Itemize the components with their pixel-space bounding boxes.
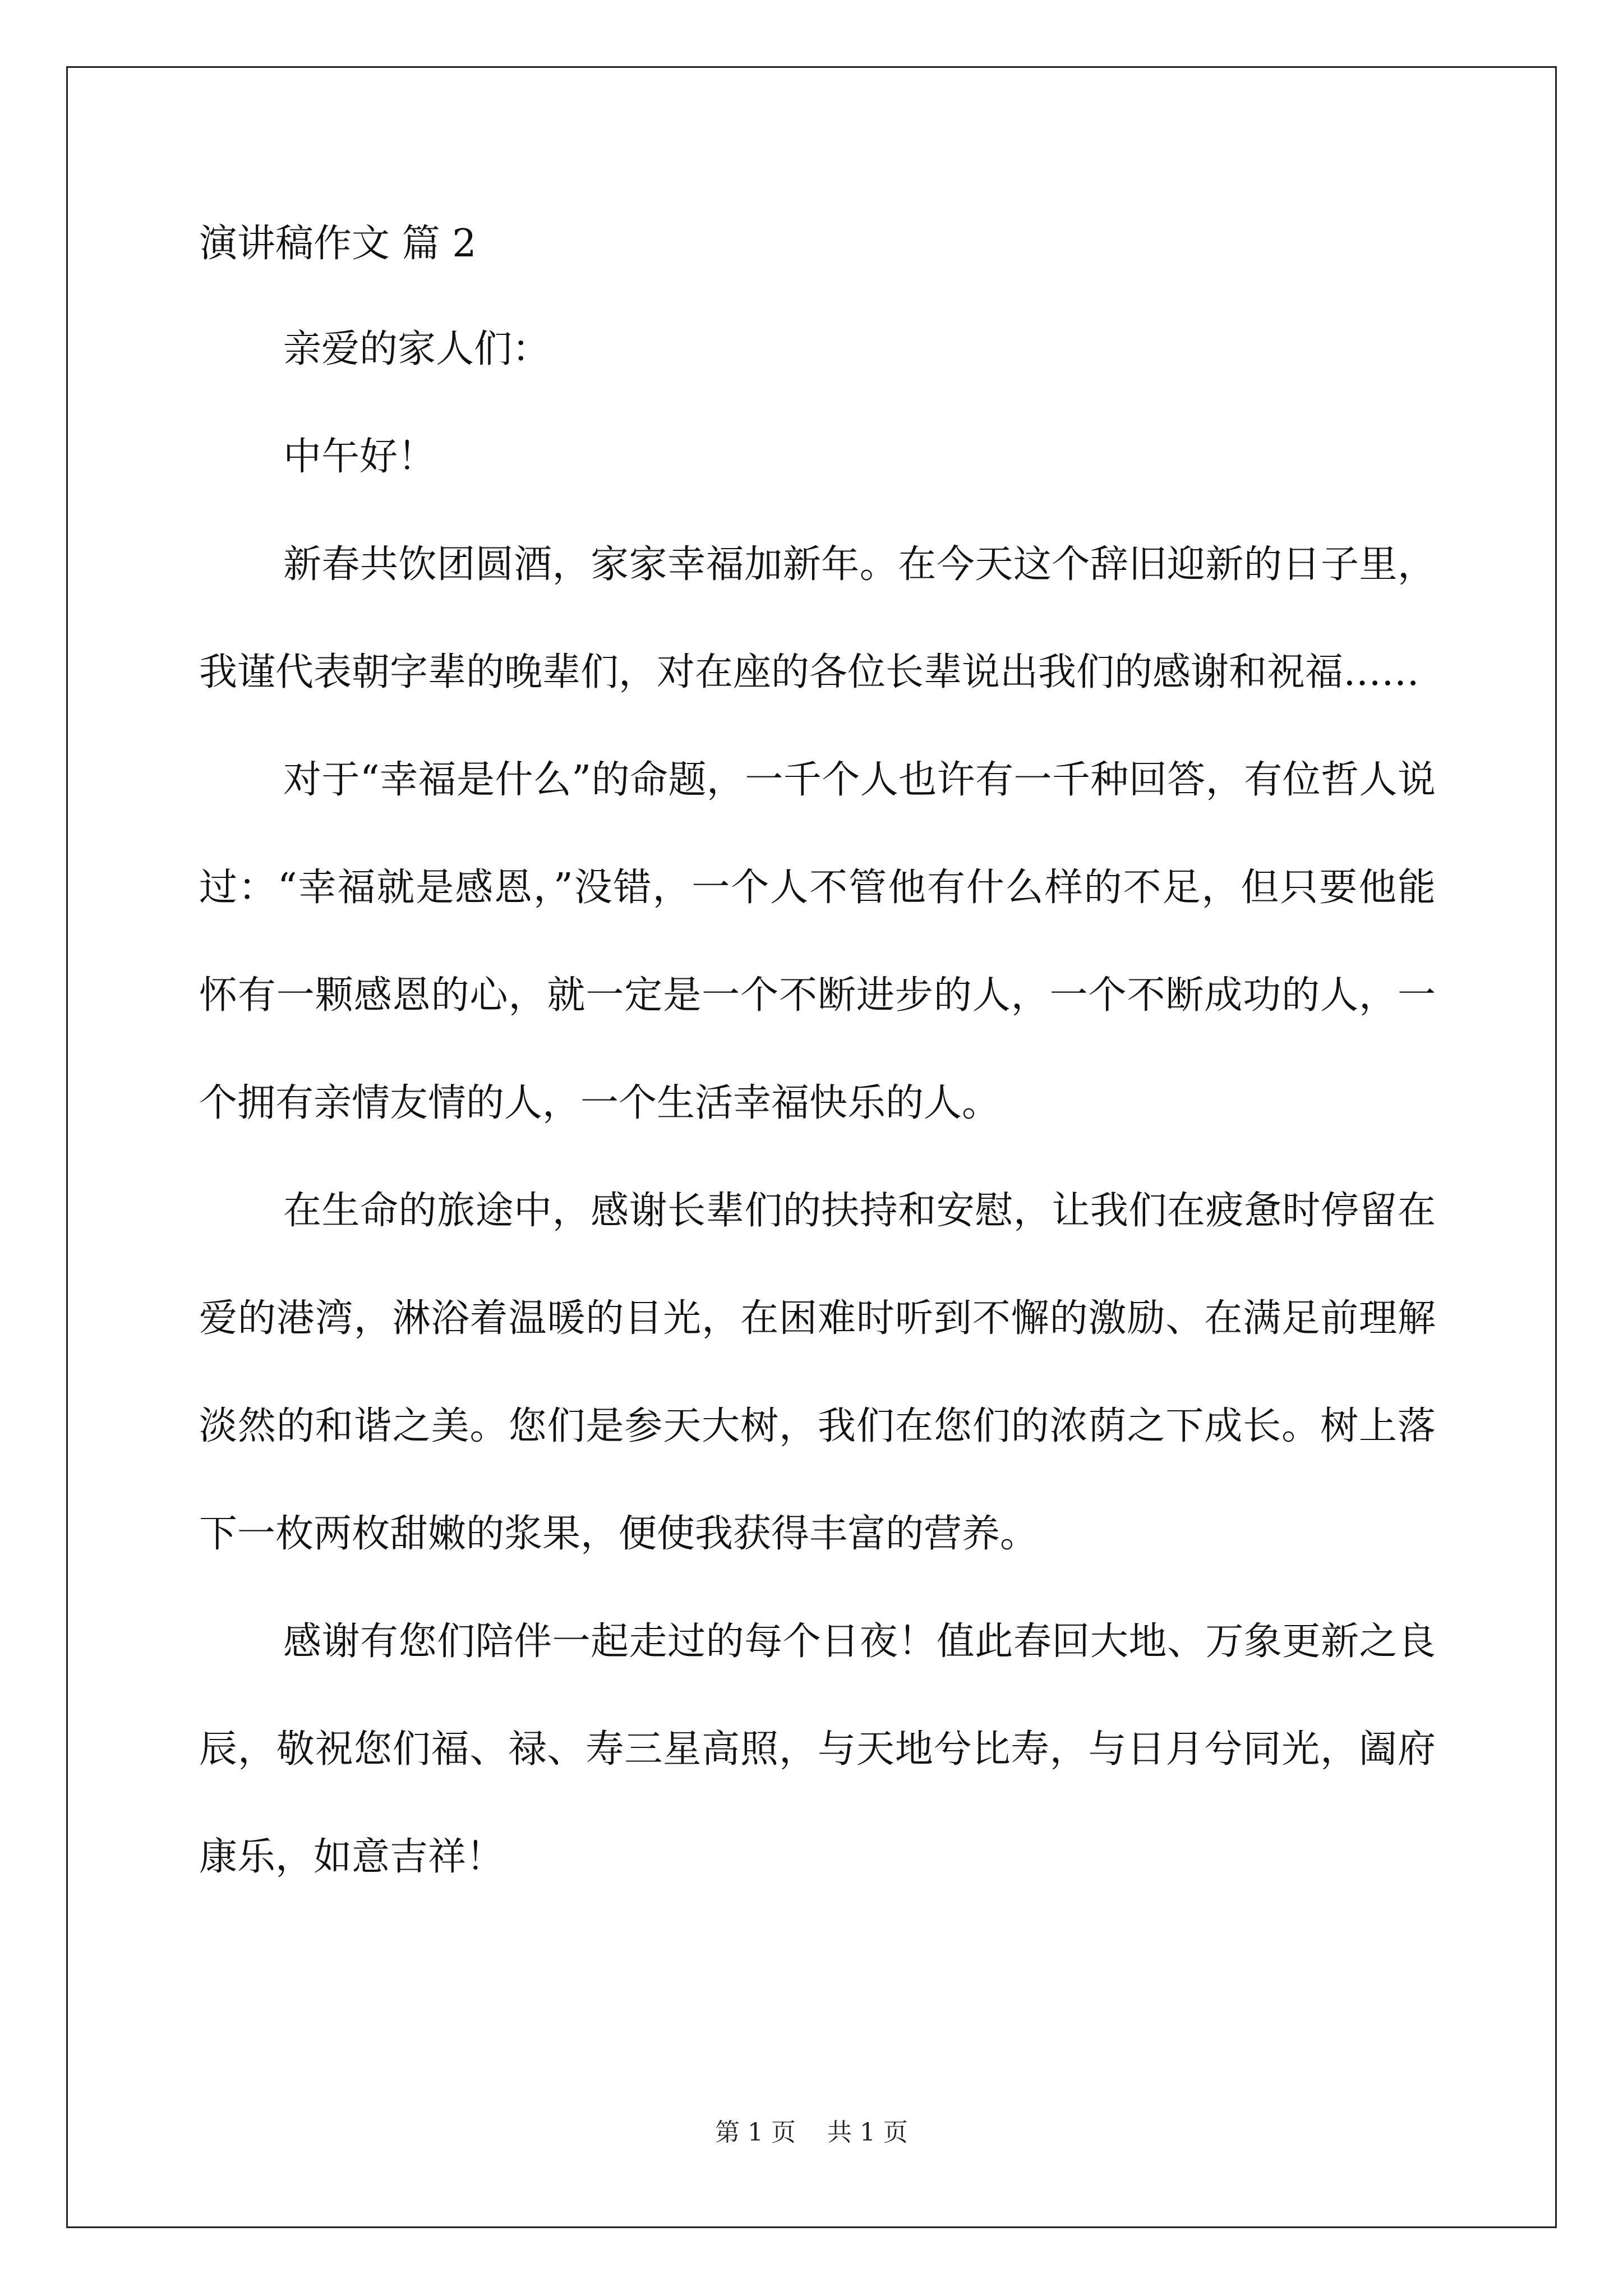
paragraph-greeting: 中午好！	[283, 435, 436, 479]
paragraph-gratitude: 在生命的旅途中，感谢长辈们的扶持和安慰，让我们在疲惫时停留在爱的港湾，淋浴着温暖的目光，在困难时听到不懈的激励、在满足前理解淡然的和谐之美。您们是参天大树，我们在您们的浓荫之下成长。树上落下一枚两枚甜嫩的浆果，便使我获得丰富的营养。	[199, 1189, 1436, 1556]
paragraph-blessing: 感谢有您们陪伴一起走过的每个日夜！值此春回大地、万象更新之良辰，敬祝您们福、禄、寿三星高照，与天地兮比寿，与日月兮同光，阖府康乐，如意吉祥！	[199, 1619, 1436, 1879]
paragraph-happiness: 对于“幸福是什么”的命题，一千个人也许有一千种回答，有位哲人说过：“幸福就是感恩，”没错，一个人不管他有什么样的不足，但只要他能怀有一颗感恩的心，就一定是一个不断进步的人，一个不断成功的人，一个拥有亲情友情的人，一个生活幸福快乐的人。	[199, 758, 1436, 1125]
document-title: 演讲稿作文 篇 2	[199, 222, 477, 266]
page-number: 第 1 页 共 1 页	[715, 2118, 908, 2147]
document-body	[199, 222, 1436, 1911]
paragraph-salutation: 亲爱的家人们：	[283, 327, 551, 371]
paragraph-new-year: 新春共饮团圆酒，家家幸福加新年。在今天这个辞旧迎新的日子里，我谨代表朝字辈的晚辈们，对在座的各位长辈说出我们的感谢和祝福……	[199, 542, 1436, 694]
